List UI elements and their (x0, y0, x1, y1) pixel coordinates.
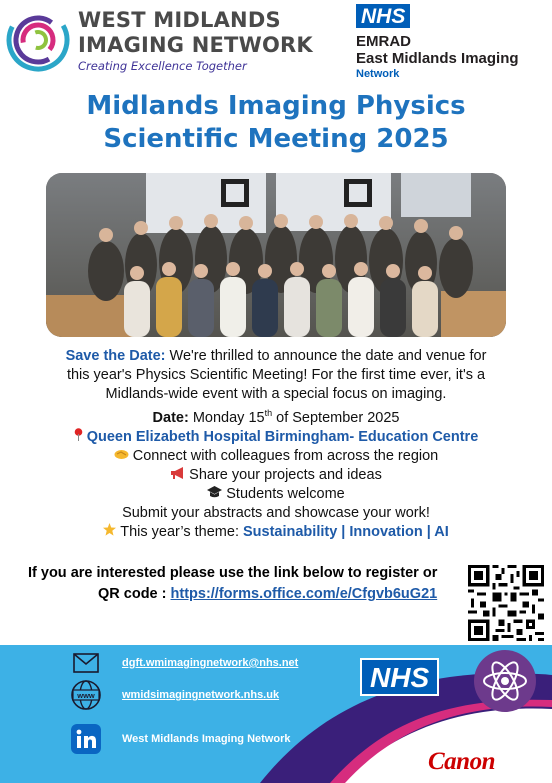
venue-text: Queen Elizabeth Hospital Birmingham- Education Centre (86, 428, 479, 445)
bullet-connect-text: Connect with colleagues from across the region (132, 447, 439, 464)
page-title (0, 90, 552, 156)
svg-text:www: www (77, 691, 95, 700)
event-description (0, 347, 552, 542)
emrad-network: Network (356, 68, 400, 80)
theme-value: Sustainability | Innovation | AI (243, 523, 449, 540)
register-link[interactable]: https://forms.office.com/e/Cfgvb6uG21 (170, 586, 438, 602)
qr-code-line (98, 586, 437, 602)
swirl-logo-icon (6, 8, 70, 72)
theme-line (0, 523, 552, 542)
qr-code-graphic (468, 565, 544, 641)
emrad-logo (356, 4, 550, 88)
emrad-name: EMRAD (356, 33, 411, 50)
nhs-logo: NHS (356, 4, 410, 28)
footer-linkedin-text: West Midlands Imaging Network (122, 733, 291, 745)
footer-email-row (70, 647, 298, 679)
group-photo (46, 173, 506, 337)
bullet-connect (0, 447, 552, 466)
intro-line-3: Midlands-wide event with a special focus on imaging. (105, 386, 447, 402)
megaphone-icon (170, 466, 185, 485)
bullet-share-text: Share your projects and ideas (189, 466, 382, 483)
nhs-footer-logo: NHS (360, 658, 439, 696)
intro-line-2: this year's Physics Scientific Meeting! For the first time ever, it's a (66, 367, 486, 383)
footer-website-link[interactable]: wmidsimagingnetwork.nhs.uk (122, 689, 280, 701)
footer-email-link[interactable]: dgft.wmimagingnetwork@nhs.net (122, 657, 299, 669)
footer-linkedin-row (70, 723, 291, 755)
date-rest: of September 2025 (276, 409, 400, 426)
theme-label: This year’s theme: (120, 523, 239, 540)
title-line-2: Scientific Meeting 2025 (103, 124, 449, 154)
emrad-subtitle: East Midlands Imaging (356, 50, 519, 67)
date-value: Monday 15 (192, 409, 265, 426)
bullet-students-text: Students welcome (226, 485, 345, 502)
group-photo-illustration (46, 173, 506, 337)
date-suffix: th (264, 408, 273, 418)
west-midlands-imaging-network-logo (6, 4, 326, 74)
mail-icon (70, 647, 102, 679)
qr-code-label: QR code : (98, 586, 167, 602)
logo-line-2: IMAGING NETWORK (78, 33, 313, 57)
atom-logo (474, 650, 536, 712)
registration-qr-code[interactable] (468, 565, 544, 641)
graduation-cap-icon (207, 485, 222, 504)
bullet-share (0, 466, 552, 485)
intro-line-1 (0, 347, 552, 366)
globe-icon (70, 679, 102, 711)
logo-line-1: WEST MIDLANDS (78, 8, 281, 32)
date-line (0, 404, 552, 428)
atom-icon (474, 650, 536, 712)
logo-tagline: Creating Excellence Together (78, 59, 247, 73)
footer (0, 645, 552, 783)
star-icon (103, 523, 116, 542)
pin-icon (74, 428, 83, 447)
submit-line: Submit your abstracts and showcase your work! (122, 504, 430, 521)
footer-website-row (70, 679, 279, 711)
bullet-students (0, 485, 552, 504)
venue-line (0, 428, 552, 447)
date-label: Date: (152, 409, 189, 426)
title-line-1: Midlands Imaging Physics (86, 91, 466, 121)
intro-text-1: We're thrilled to announce the date and venue for (169, 348, 487, 364)
linkedin-icon[interactable] (70, 723, 102, 755)
canon-logo: Canon (428, 748, 495, 775)
register-instructions: If you are interested please use the link below to register or (28, 565, 438, 581)
save-the-date-label: Save the Date: (65, 348, 166, 364)
handshake-icon (114, 447, 129, 466)
